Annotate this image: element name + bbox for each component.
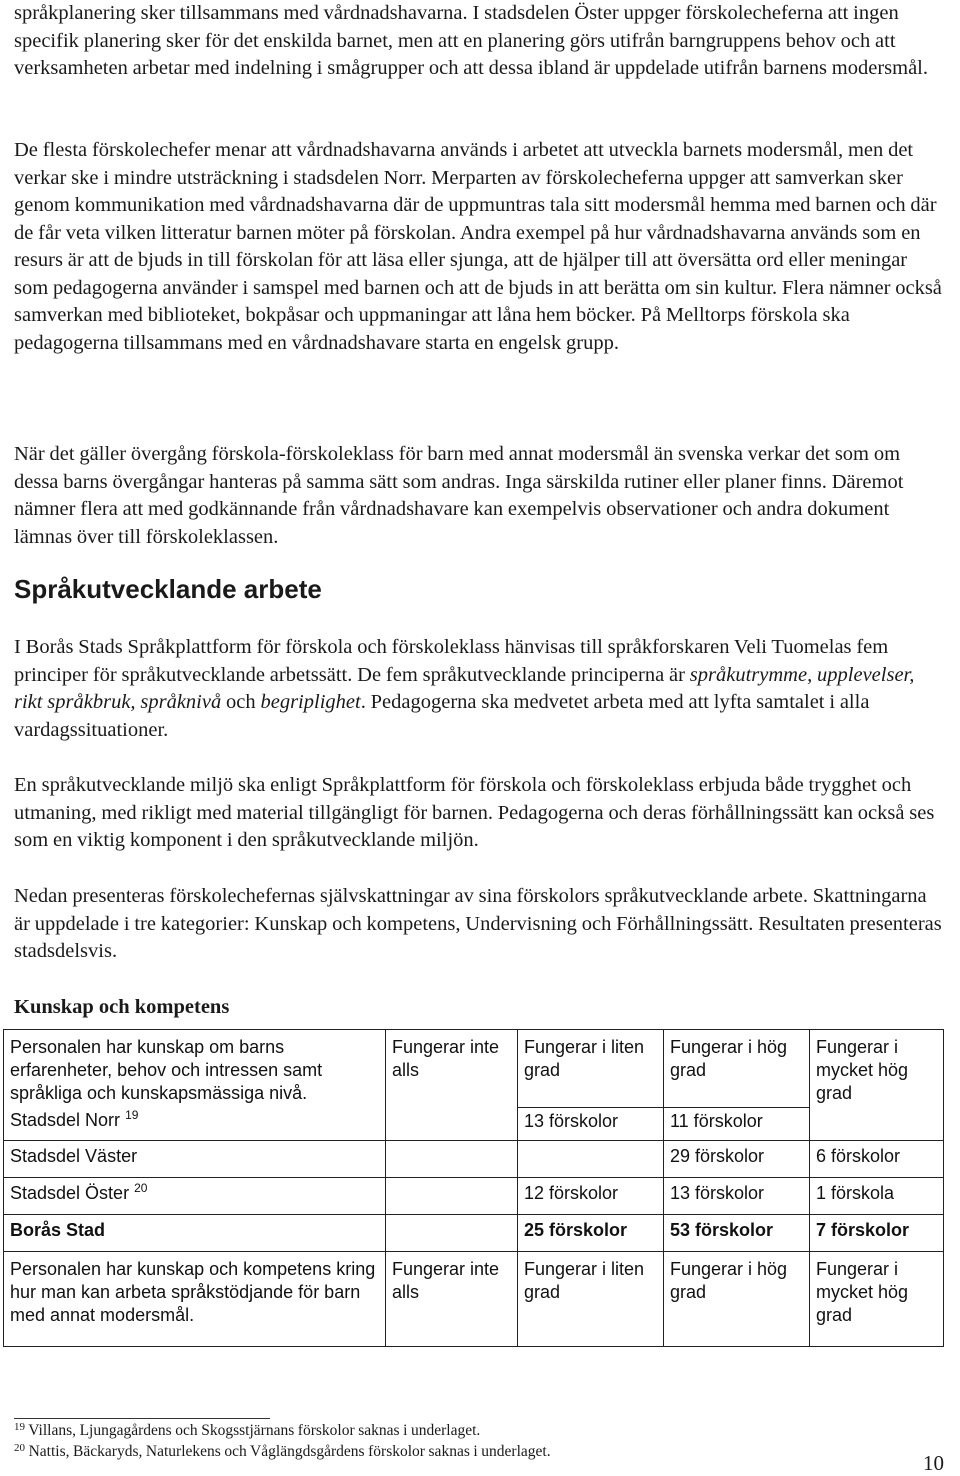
value-cell <box>386 1177 518 1214</box>
header-cell: Fungerar inte alls <box>386 1030 518 1108</box>
row-label <box>4 1107 386 1140</box>
principles-list: språkutrymme, upplevelser, rikt språkbruk, språknivå <box>14 663 915 713</box>
table-row <box>4 1177 944 1214</box>
paragraph-text: I Borås Stads Språkplattform för förskola och förskoleklass hänvisas till språkforskaren Veli Tuomelas fem principer för språkutvecklande arbetssätt. De fem språkutvecklande principerna är <box>14 636 889 686</box>
table-row <box>4 1107 944 1140</box>
value-cell: 11 förskolor <box>664 1107 810 1140</box>
paragraph: De flesta förskolechefer menar att vårdnadshavarna används i arbetet att utveckla barnets modersmål, men det verkar ske i mindre utsträckning i stadsdelen Norr. Merparten av förskolecheferna uppger att samverkan sker genom kommunikation med vårdnadshavarna där de uppmuntras tala sitt modersmål hemma med barnen och där de får veta vilken litteratur barnen möter på förskolan. Andra exempel på hur vårdnadshavarna används som en resurs är att de bjuds in till förskolan för att läsa eller sjunga, att de hjälper till att översätta ord eller meningar som pedagogerna använder i samspel med barnen och att de bjuds in att berätta om sin kultur. Flera nämner också samverkan med biblioteket, bokpåsar och uppmaningar att låna hem böcker. På Melltorps förskola ska pedagogerna tillsammans med en vårdnadshavare starta en engelsk grupp. <box>14 139 942 354</box>
row-label-text: Stadsdel Öster <box>10 1182 130 1203</box>
value-cell <box>386 1107 518 1140</box>
value-cell: 7 förskolor <box>810 1214 944 1251</box>
row-label-text: Stadsdel Norr <box>10 1110 121 1130</box>
table-header-row <box>4 1251 944 1346</box>
value-cell <box>386 1214 518 1251</box>
header-cell: Fungerar i liten grad <box>518 1251 664 1346</box>
header-cell: Fungerar i hög grad <box>664 1251 810 1346</box>
self-assessment-table <box>3 1029 944 1347</box>
paragraph: En språkutvecklande miljö ska enligt Språkplattform för förskola och förskoleklass erbjuda både trygghet och utmaning, med rikligt med material tillgängligt för barnen. Pedagogerna och deras förhållningssätt kan också ses som en viktig komponent i den språkutvecklande miljön. <box>14 774 935 851</box>
footnote-text: Nattis, Bäckaryds, Naturlekens och Våglängdsgårdens förskolor saknas i underlaget. <box>25 1443 551 1460</box>
footnote <box>14 1442 551 1462</box>
row-label: Borås Stad <box>4 1214 386 1251</box>
footnote-number: 19 <box>14 1421 25 1433</box>
row-label: Stadsdel Väster <box>4 1140 386 1177</box>
value-cell: 1 förskola <box>810 1177 944 1214</box>
value-cell: 29 förskolor <box>664 1140 810 1177</box>
paragraph-text: och <box>221 691 261 713</box>
section-heading: Språkutvecklande arbete <box>14 574 322 604</box>
value-cell: 12 förskolor <box>518 1177 664 1214</box>
header-cell: Fungerar i mycket hög grad <box>810 1251 944 1346</box>
footnote <box>14 1421 480 1441</box>
header-cell: Fungerar i mycket hög grad <box>810 1030 944 1108</box>
table-total-row <box>4 1214 944 1251</box>
table-heading: Kunskap och kompetens <box>14 996 230 1018</box>
paragraph-text: . Pedagogerna ska medvetet arbeta med att lyfta samtalet i alla vardagssituationer. <box>14 691 870 741</box>
header-cell: Fungerar i hög grad <box>664 1030 810 1108</box>
value-cell <box>810 1107 944 1140</box>
footnote-number: 20 <box>14 1442 25 1454</box>
table-header-row <box>4 1030 944 1108</box>
question-cell: Personalen har kunskap om barns erfarenheter, behov och intressen samt språkliga och kunskapsmässiga nivå. <box>4 1030 386 1108</box>
paragraph: Nedan presenteras förskolechefernas självskattningar av sina förskolors språkutvecklande arbete. Skattningarna är uppdelade i tre kategorier: Kunskap och kompetens, Undervisning och Förhållningssätt. Resultaten presenteras stadsdelsvis. <box>14 885 942 962</box>
value-cell <box>386 1140 518 1177</box>
table-row <box>4 1140 944 1177</box>
value-cell: 6 förskolor <box>810 1140 944 1177</box>
header-cell: Fungerar inte alls <box>386 1251 518 1346</box>
footnote-divider <box>14 1418 270 1419</box>
footnote-text: Villans, Ljungagårdens och Skogsstjärnans förskolor saknas i underlaget. <box>25 1422 481 1439</box>
footnote-ref: 19 <box>125 1108 139 1122</box>
paragraph <box>14 634 946 744</box>
value-cell: 13 förskolor <box>664 1177 810 1214</box>
paragraph: När det gäller övergång förskola-förskoleklass för barn med annat modersmål än svenska verkar det som om dessa barns övergångar hanteras på samma sätt som andras. Inga särskilda rutiner eller planer finns. Däremot nämner flera att med godkännande från vårdnadshavare kan exempelvis observationer och andra dokument lämnas över till förskoleklassen. <box>14 443 904 548</box>
value-cell: 13 förskolor <box>518 1107 664 1140</box>
row-label <box>4 1177 386 1214</box>
value-cell: 53 förskolor <box>664 1214 810 1251</box>
page-number: 10 <box>923 1451 944 1475</box>
value-cell <box>518 1140 664 1177</box>
footnote-ref: 20 <box>134 1180 148 1195</box>
header-cell: Fungerar i liten grad <box>518 1030 664 1108</box>
paragraph: språkplanering sker tillsammans med vårdnadshavarna. I stadsdelen Öster uppger förskolecheferna att ingen specifik planering sker för det enskilda barnet, men att en planering görs utifrån barngruppens behov och att verksamheten arbetar med indelning i smågrupper och att dessa ibland är uppdelade utifrån barnens modersmål. <box>14 2 928 79</box>
question-cell: Personalen har kunskap och kompetens kring hur man kan arbeta språkstödjande för barn med annat modersmål. <box>4 1251 386 1346</box>
value-cell: 25 förskolor <box>518 1214 664 1251</box>
principle-term: begriplighet <box>260 691 361 713</box>
